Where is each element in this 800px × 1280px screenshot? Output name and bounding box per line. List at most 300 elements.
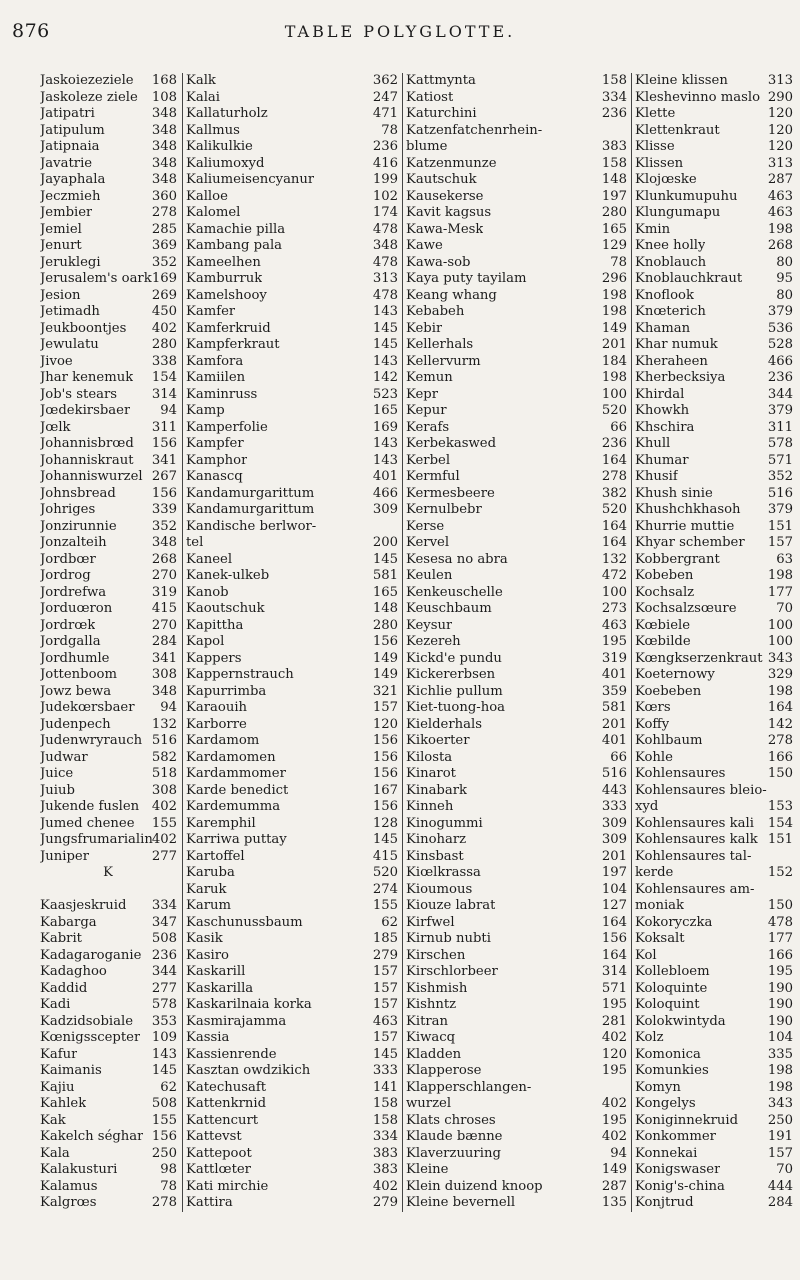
- entry-page: [177, 882, 180, 899]
- index-entry: [632, 684, 796, 701]
- index-entry: [632, 1113, 796, 1130]
- entry-page: 201: [601, 848, 627, 864]
- entry-page-row: [148, 139, 180, 156]
- entry-page: 149: [601, 320, 627, 336]
- entry-term: Judenpech: [40, 716, 111, 732]
- entry-term: K: [103, 865, 113, 880]
- index-entry: [183, 255, 401, 272]
- entry-term: Kanob: [186, 584, 229, 600]
- entry-page: 120: [767, 122, 793, 138]
- entry-page: 382: [601, 485, 627, 501]
- entry-page-row: [148, 486, 180, 503]
- index-entry: [632, 139, 796, 156]
- entry-term: Karriwa puttay: [186, 832, 287, 847]
- entry-term: Knoblauchkraut: [635, 271, 743, 286]
- entry-term: Javatrie: [40, 155, 93, 171]
- index-entry: [403, 238, 630, 255]
- entry-page: 518: [151, 766, 177, 781]
- entry-page: 66: [610, 749, 627, 765]
- index-entry: [183, 453, 401, 470]
- entry-term: Kherbecksiya: [635, 370, 726, 385]
- index-entry: [183, 123, 401, 140]
- entry-page: 478: [767, 914, 793, 930]
- entry-page: 416: [372, 155, 398, 171]
- entry-term: Kinogummi: [406, 815, 483, 831]
- index-entry: [183, 783, 401, 800]
- index-entry: [632, 370, 796, 387]
- entry-page: 309: [372, 502, 398, 517]
- entry-page: 197: [601, 188, 627, 204]
- entry-page: 132: [151, 716, 177, 732]
- entry-term: Kassienrende: [186, 1046, 277, 1062]
- index-entry: [183, 1146, 401, 1163]
- index-column-2: [182, 73, 401, 1212]
- page-number: 876: [12, 20, 50, 42]
- entry-page-row: [148, 882, 180, 899]
- entry-term: Keuschbaum: [406, 601, 492, 616]
- entry-term: Kepr: [406, 386, 439, 402]
- entry-page: 444: [767, 1178, 793, 1194]
- entry-term: Kenkeuschelle: [406, 584, 503, 600]
- entry-page-row: [148, 238, 180, 255]
- index-entry: [632, 255, 796, 272]
- entry-page: 198: [601, 287, 627, 303]
- entry-term: Job's stears: [40, 386, 118, 402]
- entry-page: 478: [372, 287, 398, 303]
- entry-page: [793, 849, 796, 866]
- index-entry: [403, 964, 630, 981]
- entry-page: 156: [151, 1129, 177, 1144]
- index-entry: [403, 1014, 630, 1031]
- entry-page: 348: [151, 172, 177, 187]
- entry-page: 581: [372, 568, 398, 583]
- entry-term: Koebeben: [635, 683, 702, 699]
- entry-term: Kol: [635, 947, 657, 963]
- entry-term: Jonzalteih: [40, 535, 107, 550]
- index-entry: [632, 898, 796, 915]
- entry-term: Kapol: [186, 634, 225, 649]
- entry-page: 450: [151, 304, 177, 319]
- index-entry: [183, 849, 401, 866]
- entry-page-row: [148, 1129, 180, 1146]
- entry-page: 158: [601, 73, 627, 88]
- entry-page: 321: [372, 683, 398, 699]
- index-entry: [632, 552, 796, 569]
- entry-page: 313: [767, 155, 793, 171]
- entry-term: Klein duizend knoop: [406, 1178, 543, 1194]
- index-entry: [183, 948, 401, 965]
- index-entry: [183, 222, 401, 239]
- entry-page: 401: [601, 667, 627, 682]
- entry-page: 164: [767, 700, 793, 715]
- entry-page: 155: [151, 815, 177, 831]
- index-entry: [632, 964, 796, 981]
- entry-term: Kardamomen: [186, 749, 276, 765]
- entry-term: Kinoharz: [406, 832, 467, 847]
- entry-term: Kandamurgarittum: [186, 502, 315, 517]
- entry-page: 528: [767, 337, 793, 352]
- index-entry: [183, 1030, 401, 1047]
- entry-page: 402: [151, 832, 177, 847]
- entry-page-row: [148, 1047, 180, 1064]
- entry-term: Kampferkraut: [186, 337, 280, 352]
- entry-page: 156: [372, 733, 398, 748]
- entry-term: Kirfwel: [406, 914, 455, 930]
- index-entry: [403, 733, 630, 750]
- entry-page: 165: [372, 584, 398, 600]
- entry-page: 278: [151, 1195, 177, 1210]
- index-entry: [632, 997, 796, 1014]
- entry-term: Kandamurgarittum: [186, 485, 315, 501]
- entry-term: Kassia: [186, 1030, 230, 1045]
- index-entry: [403, 387, 630, 404]
- entry-page-row: [148, 321, 180, 338]
- entry-page: 149: [601, 1162, 627, 1177]
- entry-term: Jottenboom: [40, 667, 117, 682]
- entry-page: 341: [151, 452, 177, 468]
- index-entry: [632, 915, 796, 932]
- index-entry: [632, 469, 796, 486]
- index-entry: [183, 898, 401, 915]
- entry-term: Kalomel: [186, 205, 241, 220]
- entry-page: 195: [767, 964, 793, 979]
- entry-page: 102: [372, 188, 398, 204]
- entry-page: 520: [601, 403, 627, 418]
- entry-page: 143: [372, 353, 398, 369]
- entry-term: Jungsfrumarialin: [40, 832, 153, 847]
- entry-term: Kamp: [186, 403, 225, 418]
- entry-page: 270: [151, 568, 177, 583]
- entry-term: Kattlœter: [186, 1162, 251, 1177]
- entry-page: 353: [151, 1013, 177, 1029]
- entry-term: Kermesbeere: [406, 485, 495, 501]
- entry-page: 154: [151, 370, 177, 385]
- entry-page: 402: [601, 1096, 627, 1111]
- entry-page-row: [148, 997, 180, 1014]
- entry-term: Kardammomer: [186, 766, 286, 781]
- entry-page: 578: [151, 997, 177, 1012]
- entry-page: 199: [372, 172, 398, 187]
- entry-page: 195: [601, 997, 627, 1012]
- entry-page-row: [148, 717, 180, 734]
- entry-term: Kavit kagsus: [406, 205, 492, 220]
- entry-page: 143: [372, 304, 398, 319]
- entry-page: 278: [151, 205, 177, 220]
- entry-page-row: [148, 453, 180, 470]
- entry-page: 151: [767, 832, 793, 847]
- index-entry: [632, 403, 796, 420]
- entry-term: Kaoutschuk: [186, 601, 265, 616]
- entry-page: 156: [372, 799, 398, 814]
- entry-term: Kohlensaures bleio-: [635, 782, 767, 798]
- index-entry: [183, 750, 401, 767]
- entry-page: 195: [601, 1112, 627, 1128]
- index-entry: [632, 387, 796, 404]
- entry-page: 156: [151, 436, 177, 451]
- index-entry: [183, 816, 401, 833]
- entry-term: Klungumapu: [635, 205, 721, 220]
- entry-term: Kawa-Mesk: [406, 221, 484, 237]
- entry-page: 348: [151, 106, 177, 121]
- entry-term: Kirnub nubti: [406, 931, 491, 946]
- entry-term: Kattira: [186, 1195, 233, 1210]
- entry-term: Kongelys: [635, 1096, 696, 1111]
- entry-page: 478: [372, 254, 398, 270]
- index-entry: [632, 222, 796, 239]
- index-entry: [183, 271, 401, 288]
- index-entry: [183, 535, 401, 552]
- entry-page-row: [148, 205, 180, 222]
- index-entry: [632, 354, 796, 371]
- entry-term: Kerbel: [406, 452, 451, 468]
- entry-page: 348: [372, 238, 398, 253]
- entry-page: 369: [151, 238, 177, 253]
- entry-page: 348: [151, 683, 177, 699]
- index-entry: [632, 436, 796, 453]
- entry-page: 280: [601, 205, 627, 220]
- entry-page-row: [148, 816, 180, 833]
- index-entry: [403, 618, 630, 635]
- index-entry: [183, 585, 401, 602]
- entry-term: Khaman: [635, 320, 691, 336]
- entry-page: 516: [767, 485, 793, 501]
- entry-page: 198: [601, 304, 627, 319]
- index-column-1-pages: [148, 73, 180, 1212]
- entry-page: 279: [372, 1195, 398, 1210]
- entry-term: Kiœlkrassa: [406, 865, 481, 880]
- index-entry: [403, 981, 630, 998]
- entry-term: Jordrog: [40, 568, 91, 583]
- index-entry: [632, 502, 796, 519]
- entry-term: Khschira: [635, 419, 695, 435]
- entry-term: Katzenfatchenrhein-: [406, 122, 543, 138]
- index-entry: [632, 1195, 796, 1212]
- entry-page-row: [148, 1063, 180, 1080]
- entry-term: Kalloe: [186, 188, 228, 204]
- entry-term: Khyar schember: [635, 535, 745, 550]
- index-entry: [183, 552, 401, 569]
- index-entry: [403, 304, 630, 321]
- entry-term: Kattencurt: [186, 1112, 259, 1128]
- entry-term: Klaude bænne: [406, 1129, 503, 1144]
- index-entry: [632, 1179, 796, 1196]
- index-entry: [632, 618, 796, 635]
- entry-page-row: [148, 750, 180, 767]
- index-entry: [403, 783, 630, 800]
- entry-page: 150: [767, 898, 793, 913]
- index-entry: [632, 849, 796, 866]
- entry-term: Kalakusturi: [40, 1162, 118, 1177]
- entry-page: 62: [160, 1079, 177, 1095]
- entry-term: Kaskarilla: [186, 980, 254, 996]
- index-entry: [183, 766, 401, 783]
- entry-term: Jenurt: [40, 238, 82, 253]
- entry-term: Jordhumle: [40, 650, 110, 666]
- entry-term: Konkommer: [635, 1129, 716, 1144]
- entry-page: 379: [767, 502, 793, 517]
- entry-page: 157: [372, 700, 398, 715]
- entry-page: 273: [601, 601, 627, 616]
- entry-term: Koeternowy: [635, 667, 715, 682]
- index-entry: [632, 106, 796, 123]
- entry-term: Karuba: [186, 865, 235, 880]
- entry-page-row: [148, 684, 180, 701]
- index-entry: [403, 948, 630, 965]
- entry-page: 94: [610, 1145, 627, 1161]
- index-entry: [403, 601, 630, 618]
- entry-term: Kirschen: [406, 947, 466, 963]
- entry-page: 120: [601, 1046, 627, 1062]
- entry-page: 313: [767, 73, 793, 88]
- entry-term: Kawa-sob: [406, 254, 471, 270]
- entry-page: 185: [372, 931, 398, 946]
- entry-page-row: [148, 436, 180, 453]
- index-entry: [632, 931, 796, 948]
- entry-term: xyd: [635, 799, 659, 814]
- entry-page: 143: [151, 1046, 177, 1062]
- entry-page: 157: [372, 980, 398, 996]
- entry-page: 167: [372, 782, 398, 798]
- entry-term: Kochsalzsœure: [635, 601, 737, 616]
- entry-term: Jivoe: [40, 353, 73, 369]
- entry-term: Klojœske: [635, 172, 697, 187]
- entry-page-row: [148, 403, 180, 420]
- entry-page: 142: [767, 716, 793, 732]
- entry-page-row: [148, 106, 180, 123]
- index-entry: [183, 1080, 401, 1097]
- entry-page: 165: [601, 221, 627, 237]
- entry-page: 402: [601, 1030, 627, 1045]
- entry-page: 158: [372, 1096, 398, 1111]
- index-entry: [632, 1047, 796, 1064]
- entry-page: 148: [601, 172, 627, 187]
- entry-page-row: [148, 585, 180, 602]
- index-entry: [632, 667, 796, 684]
- index-entry: [403, 552, 630, 569]
- entry-page: 352: [151, 254, 177, 270]
- entry-page: 236: [767, 370, 793, 385]
- entry-page: 463: [372, 1013, 398, 1029]
- entry-term: Juniper: [40, 848, 90, 864]
- entry-page: 379: [767, 304, 793, 319]
- entry-page: 200: [372, 535, 398, 550]
- entry-page: 280: [151, 337, 177, 352]
- entry-page: 379: [767, 403, 793, 418]
- index-entry: [183, 387, 401, 404]
- index-entry: [632, 420, 796, 437]
- entry-page: 250: [767, 1112, 793, 1128]
- index-entry: [403, 271, 630, 288]
- entry-page-row: [148, 469, 180, 486]
- entry-page-row: [148, 304, 180, 321]
- entry-term: Klapperschlangen-: [406, 1079, 532, 1095]
- entry-page: 319: [601, 650, 627, 666]
- entry-page: 352: [767, 469, 793, 484]
- entry-page: 314: [151, 386, 177, 402]
- entry-term: Khirdal: [635, 386, 685, 402]
- entry-page: 463: [601, 617, 627, 633]
- entry-term: Kellerhals: [406, 337, 474, 352]
- entry-page: 120: [372, 716, 398, 732]
- entry-term: Jembier: [40, 205, 93, 220]
- entry-term: Kaskarill: [186, 964, 246, 979]
- entry-page-row: [148, 222, 180, 239]
- entry-term: Kasiro: [186, 947, 229, 963]
- index-entry: [183, 1195, 401, 1212]
- entry-page-row: [148, 1096, 180, 1113]
- entry-page: 201: [601, 337, 627, 352]
- entry-page: 571: [767, 452, 793, 468]
- entry-page: 100: [767, 634, 793, 649]
- entry-page: 156: [372, 749, 398, 765]
- index-entry: [183, 964, 401, 981]
- index-entry: [183, 700, 401, 717]
- entry-page-row: [148, 123, 180, 140]
- entry-page: 277: [151, 980, 177, 996]
- entry-term: Johnsbread: [40, 485, 116, 501]
- entry-page: 157: [767, 1145, 793, 1161]
- entry-term: Klaverzuuring: [406, 1145, 501, 1161]
- entry-page: 339: [151, 502, 177, 517]
- entry-page: 287: [767, 172, 793, 187]
- entry-page-row: [148, 1080, 180, 1097]
- entry-page: 164: [601, 452, 627, 468]
- entry-page: 70: [776, 601, 793, 616]
- entry-page: 274: [372, 881, 398, 897]
- index-entry: [632, 238, 796, 255]
- entry-page: 344: [767, 386, 793, 402]
- index-entry: [632, 189, 796, 206]
- entry-page-row: [148, 601, 180, 618]
- entry-term: Kohle: [635, 749, 673, 765]
- entry-term: Kiet-tuong-hoa: [406, 700, 506, 715]
- index-entry: [403, 1047, 630, 1064]
- entry-page: 62: [381, 914, 398, 930]
- entry-page-row: [148, 634, 180, 651]
- index-entry: [403, 1080, 630, 1097]
- entry-term: Kaliumeisencyanur: [186, 172, 315, 187]
- index-entry: [183, 1129, 401, 1146]
- entry-page: 155: [372, 898, 398, 913]
- entry-page: 143: [372, 436, 398, 451]
- entry-term: Kermful: [406, 469, 460, 484]
- entry-page: 402: [601, 1129, 627, 1144]
- index-entry: [632, 453, 796, 470]
- index-entry: [632, 519, 796, 536]
- entry-term: Kamperfolie: [186, 419, 268, 435]
- entry-term: Knœterich: [635, 304, 706, 319]
- index-entry: [403, 799, 630, 816]
- entry-page: 582: [151, 749, 177, 765]
- entry-term: Kepur: [406, 403, 447, 418]
- entry-page: 100: [767, 617, 793, 633]
- entry-term: Kaminruss: [186, 386, 258, 402]
- index-entry: [632, 1129, 796, 1146]
- index-entry: [403, 931, 630, 948]
- entry-page: 236: [601, 436, 627, 451]
- index-entry: [403, 832, 630, 849]
- index-entry: [183, 1096, 401, 1113]
- index-entry: [632, 535, 796, 552]
- index-entry: [403, 1146, 630, 1163]
- entry-term: Klunkumupuhu: [635, 188, 738, 204]
- entry-page: 94: [160, 403, 177, 418]
- entry-page: 250: [151, 1145, 177, 1161]
- entry-term: Katurchini: [406, 106, 477, 121]
- index-entry: [632, 486, 796, 503]
- entry-term: blume: [406, 139, 448, 154]
- entry-page: 141: [372, 1079, 398, 1095]
